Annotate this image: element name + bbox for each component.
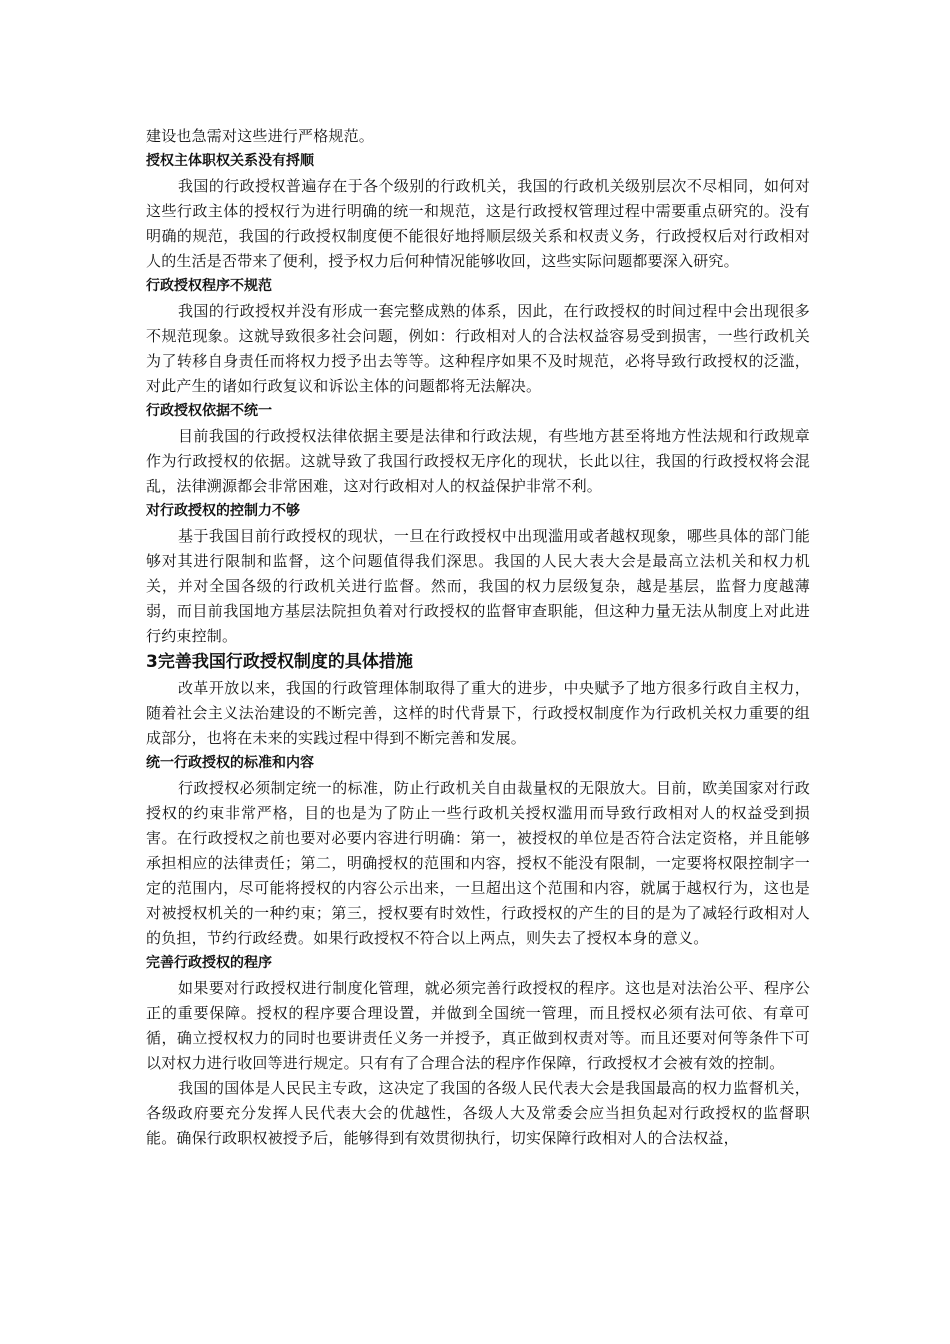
section-heading-unify-standards: 统一行政授权的标准和内容: [146, 755, 314, 771]
paragraph-measures-intro: 改革开放以来，我国的行政管理体制取得了重大的进步，中央赋予了地方很多行政自主权力，随着社会主义法治建设的不断完善，这样的时代背景下，行政授权制度作为行政机关权力重要的组成部分，也将在未来的实践过程中得到不断完善和发展。: [146, 679, 810, 747]
paragraph-insufficient-control: 基于我国目前行政授权的现状，一旦在行政授权中出现滥用或者越权现象，哪些具体的部门能够对其进行限制和监督，这个问题值得我们深思。我国的人民大表大会是最高立法机关和权力机关，并对全国各级的行政机关进行监督。然而，我国的权力层级复杂，越是基层，监督力度越薄弱，而目前我国地方基层法院担负着对行政授权的监督审查职能，但这种力量无法从制度上对此进行约束控制。: [146, 527, 810, 645]
section-heading-improve-procedure: 完善行政授权的程序: [146, 955, 272, 971]
paragraph-authorization-subject: 我国的行政授权普遍存在于各个级别的行政机关，我国的行政机关级别层次不尽相同，如何对这些行政主体的授权行为进行明确的统一和规范，这是行政授权管理过程中需要重点研究的。没有明确的规范，我国的行政授权制度便不能很好地捋顺层级关系和权责义务，行政授权后对行政相对人的生活是否带来了便利，授予权力后何种情况能够收回，这些实际问题都要深入研究。: [146, 177, 810, 270]
document-body: [146, 124, 810, 1151]
section-heading-procedure-irregular: 行政授权程序不规范: [146, 278, 272, 294]
paragraph-procedure-irregular: 我国的行政授权并没有形成一套完整成熟的体系，因此，在行政授权的时间过程中会出现很多不规范现象。这就导致很多社会问题，例如：行政相对人的合法权益容易受到损害，一些行政机关为了转移自身责任而将权力授予出去等等。这种程序如果不及时规范，必将导致行政授权的泛滥，对此产生的诸如行政复议和诉讼主体的问题都将无法解决。: [146, 302, 810, 395]
section-heading-authorization-subject: 授权主体职权关系没有捋顺: [146, 153, 314, 169]
paragraph-improve-procedure: 如果要对行政授权进行制度化管理，就必须完善行政授权的程序。这也是对法治公平、程序公正的重要保障。授权的程序要合理设置，并做到全国统一管理，而且授权必须有法可依、有章可循，确立授权权力的同时也要讲责任义务一并授予，真正做到权责对等。而且还要对何等条件下可以对权力进行收回等进行规定。只有有了合理合法的程序作保障，行政授权才会被有效的控制。: [146, 979, 810, 1072]
paragraph-peoples-congress: 我国的国体是人民民主专政，这决定了我国的各级人民代表大会是我国最高的权力监督机关，各级政府要充分发挥人民代表大会的优越性，各级人大及常委会应当担负起对行政授权的监督职能。确保行政职权被授予后，能够得到有效贯彻执行，切实保障行政相对人的合法权益，: [146, 1079, 810, 1147]
paragraph-unify-standards: 行政授权必须制定统一的标准，防止行政机关自由裁量权的无限放大。目前，欧美国家对行政授权的约束非常严格，目的也是为了防止一些行政机关授权滥用而导致行政相对人的权益受到损害。在行政授权之前也要对必要内容进行明确：第一，被授权的单位是否符合法定资格，并且能够承担相应的法律责任；第二，明确授权的范围和内容，授权不能没有限制，一定要将权限控制字一定的范围内，尽可能将授权的内容公示出来，一旦超出这个范围和内容，就属于越权行为，这也是对被授权机关的一种约束；第三，授权要有时效性，行政授权的产生的目的是为了减轻行政相对人的负担，节约行政经费。如果行政授权不符合以上两点，则失去了授权本身的意义。: [146, 779, 810, 947]
paragraph-intro: 建设也急需对这些进行严格规范。: [146, 127, 375, 145]
section-heading-insufficient-control: 对行政授权的控制力不够: [146, 503, 300, 519]
section-heading-basis-not-unified: 行政授权依据不统一: [146, 403, 272, 419]
paragraph-basis-not-unified: 目前我国的行政授权法律依据主要是法律和行政法规，有些地方甚至将地方性法规和行政规章作为行政授权的依据。这就导致了我国行政授权无序化的现状，长此以往，我国的行政授权将会混乱，法律溯源都会非常困难，这对行政相对人的权益保护非常不利。: [146, 427, 810, 495]
chapter-heading-measures: 3完善我国行政授权制度的具体措施: [146, 652, 413, 672]
